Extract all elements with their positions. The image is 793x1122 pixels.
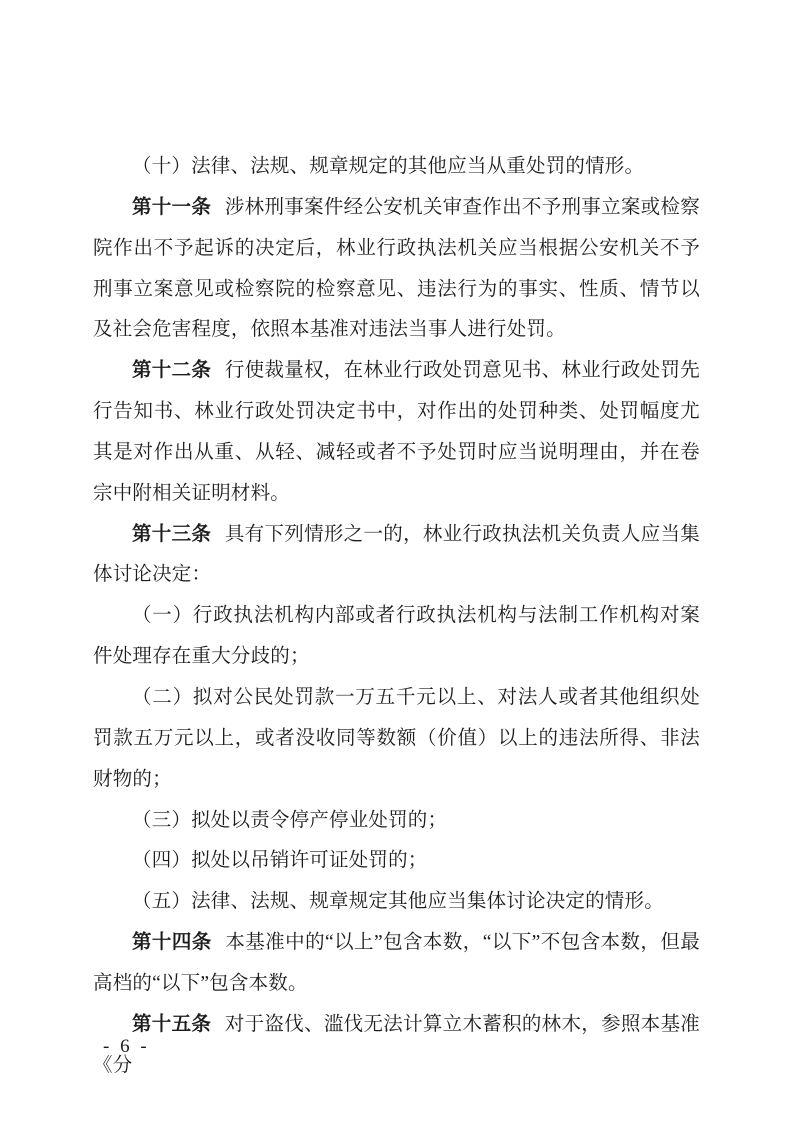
paragraph — [93, 596, 700, 678]
paragraph — [93, 841, 700, 882]
paragraph — [93, 351, 700, 514]
article-number: 第十四条 — [132, 932, 212, 954]
paragraph-text: 行使裁量权，在林业行政处罚意见书、林业行政处罚先行告知书、林业行政处罚决定书中，对作出的处罚种类、处罚幅度尤其是对作出从重、从轻、减轻或者不予处罚时应当说明理由，并在卷宗中附相关证明材料。 — [93, 360, 700, 504]
paragraph — [93, 923, 700, 1005]
paragraph — [93, 188, 700, 351]
paragraph-text: （十）法律、法规、规章规定的其他应当从重处罚的情形。 — [132, 156, 645, 177]
paragraph — [93, 678, 700, 801]
article-number: 第十一条 — [132, 196, 212, 218]
article-number: 第十二条 — [132, 360, 212, 382]
paragraph-text: （三）拟处以责令停产停业处罚的； — [132, 809, 448, 831]
article-number: 第十三条 — [132, 523, 212, 545]
paragraph-text: 涉林刑事案件经公安机关审查作出不予刑事立案或检察院作出不予起诉的决定后，林业行政执法机关应当根据公安机关不予刑事立案意见或检察院的检察意见、违法行为的事实、性质、情节以及社会危害程度，依照本基准对违法当事人进行处罚。 — [93, 196, 700, 341]
paragraph-text: （二）拟对公民处罚款一万五千元以上、对法人或者其他组织处罚款五万元以上，或者没收同等数额（价值）以上的违法所得、非法财物的； — [93, 686, 700, 790]
paragraph-text: 具有下列情形之一的，林业行政执法机关负责人应当集体讨论决定： — [93, 523, 700, 586]
document-body — [93, 147, 700, 1086]
paragraph — [93, 882, 700, 923]
paragraph — [93, 147, 700, 188]
paragraph-text: 对于盗伐、滥伐无法计算立木蓄积的林木，参照本基准《分 — [93, 1013, 700, 1076]
article-number: 第十五条 — [132, 1013, 212, 1035]
paragraph — [93, 801, 700, 842]
paragraph-text: （五）法律、法规、规章规定其他应当集体讨论决定的情形。 — [132, 891, 664, 913]
paragraph-text: （一）行政执法机构内部或者行政执法机构与法制工作机构对案件处理存在重大分歧的； — [93, 605, 700, 668]
paragraph-text: （四）拟处以吊销许可证处罚的； — [132, 850, 428, 872]
paragraph — [93, 1005, 700, 1087]
page-number: - 6 - — [103, 1036, 150, 1057]
paragraph-text: 本基准中的“以上”包含本数，“以下”不包含本数，但最高档的“以下”包含本数。 — [93, 932, 700, 994]
paragraph — [93, 515, 700, 597]
